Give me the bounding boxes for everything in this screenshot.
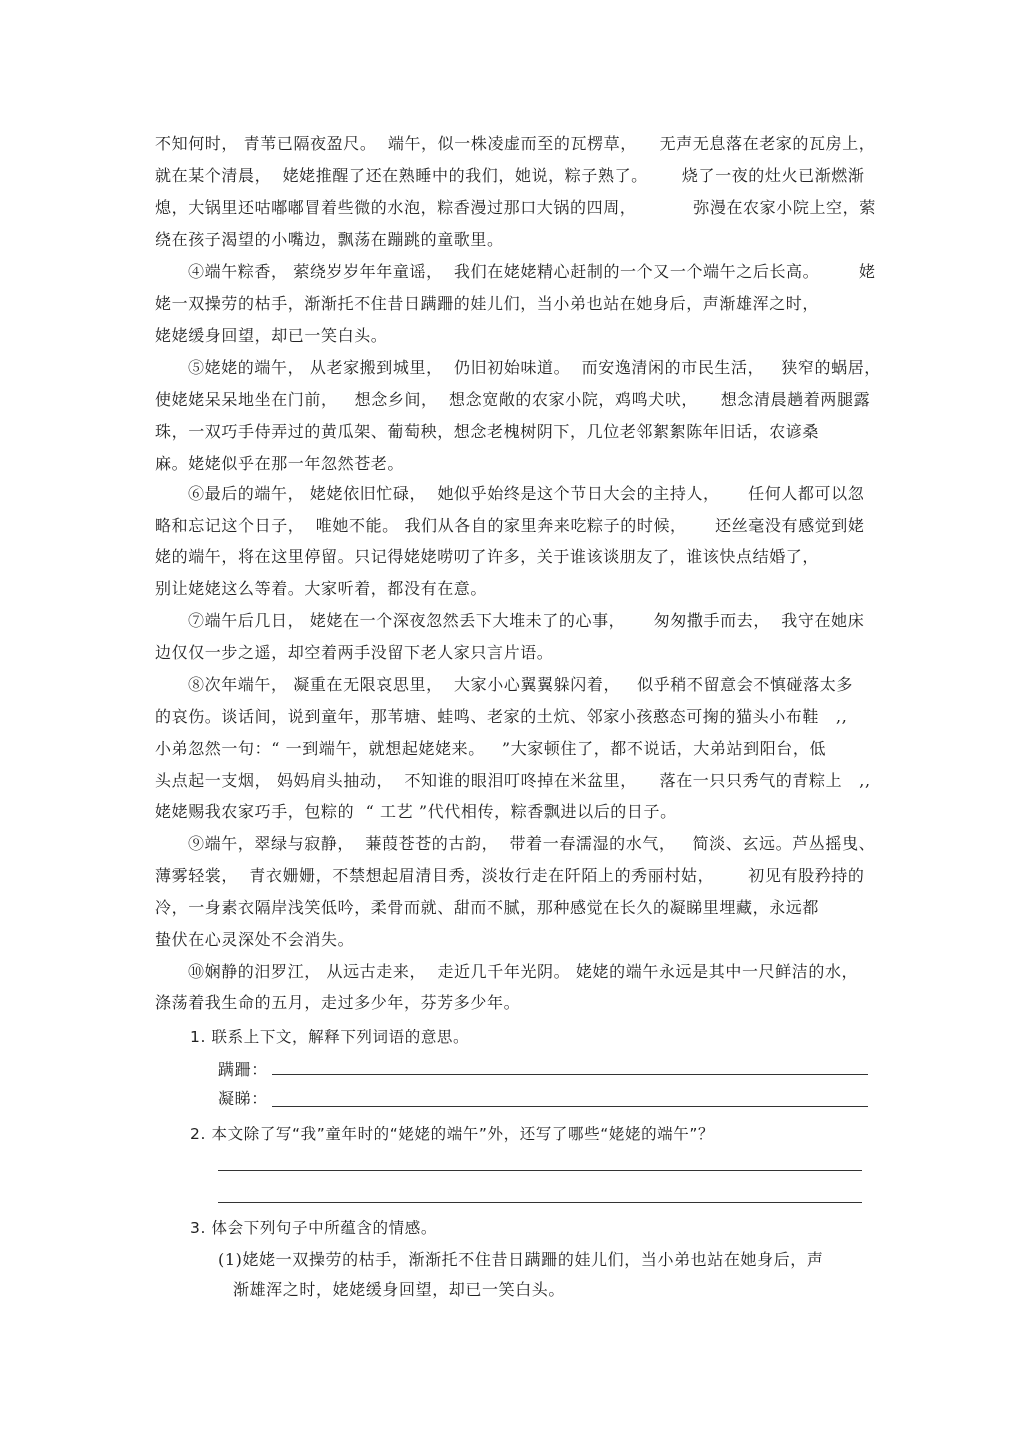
passage-line: 姥姥缓身回望，却已一笑白头。: [155, 326, 388, 345]
paragraph-10-start: ⑩娴静的汨罗江， 从远古走来， 走近几千年光阴。 姥姥的端午永远是其中一尺鲜洁的水，: [188, 962, 859, 981]
passage-line: 使姥姥呆呆地坐在门前， 想念乡间， 想念宽敞的农家小院，鸡鸣犬吠， 想念清晨趟着两腿露: [155, 390, 871, 409]
passage-line: 姥一双操劳的枯手，渐渐托不住昔日蹒跚的娃儿们，当小弟也站在她身后，声渐雄浑之时，: [155, 294, 820, 313]
question-2: 2. 本文除了写“我”童年时的“姥姥的端午”外，还写了哪些“姥姥的端午”？: [190, 1125, 715, 1143]
passage-line: 略和忘记这个日子， 唯她不能。 我们从各自的家里奔来吃粽子的时候， 还丝毫没有感觉到姥: [155, 516, 865, 535]
passage-line: 薄雾轻裳， 青衣姗姗，不禁想起眉清目秀，淡妆行走在阡陌上的秀丽村姑， 初见有股矜持的: [155, 866, 865, 885]
paragraph-8-start: ⑧次年端午， 凝重在无限哀思里， 大家小心翼翼躲闪着， 似乎稍不留意会不慎碰落太多: [188, 675, 853, 694]
passage-line: 珠，一双巧手侍弄过的黄瓜架、葡萄秧，想念老槐树阴下，几位老邻絮絮陈年旧话，农谚桑: [155, 422, 820, 441]
passage-line: 麻。姥姥似乎在那一年忽然苍老。: [155, 454, 405, 473]
answer-blank-3[interactable]: [218, 1170, 862, 1171]
passage-line: 小弟忽然一句：“ 一到端午，就想起姥姥来。 ”大家顿住了，都不说话，大弟站到阳台，低: [155, 739, 827, 758]
passage-line: 熄，大锅里还咕嘟嘟冒着些微的水泡，粽香漫过那口大锅的四周， 弥漫在农家小院上空，萦: [155, 198, 876, 217]
passage-line: 姥的端午，将在这里停留。只记得姥姥唠叨了许多，关于谁该谈朋友了，谁该快点结婚了，: [155, 547, 820, 566]
paragraph-6-start: ⑥最后的端午， 姥姥依旧忙碌， 她似乎始终是这个节日大会的主持人， 任何人都可以忽: [188, 484, 865, 503]
word-label-1: 蹒跚：: [218, 1060, 268, 1079]
question-1: 1. 联系上下文，解释下列词语的意思。: [190, 1028, 470, 1046]
paragraph-4-start: ④端午粽香， 萦绕岁岁年年童谣， 我们在姥姥精心赶制的一个又一个端午之后长高。 姥: [188, 262, 876, 281]
passage-line: 头点起一支烟， 妈妈肩头抽动， 不知谁的眼泪叮咚掉在米盆里， 落在一只只秀气的青粽上 ,,: [155, 771, 871, 790]
question-3: 3. 体会下列句子中所蕴含的情感。: [190, 1219, 437, 1237]
passage-line: 就在某个清晨， 姥姥推醒了还在熟睡中的我们，她说，粽子熟了。 烧了一夜的灶火已渐燃渐: [155, 166, 865, 185]
passage-line: 蛰伏在心灵深处不会消失。: [155, 930, 355, 949]
passage-line: 冷，一身素衣隔岸浅笑低吟，柔骨而就、甜而不腻，那种感觉在长久的凝睇里埋藏，永远都: [155, 898, 820, 917]
passage-line: 的哀伤。谈话间，说到童年，那苇塘、蛙鸣、老家的土炕、邻家小孩憨态可掬的猫头小布鞋 ,,: [155, 707, 848, 726]
passage-line: 不知何时， 青苇已隔夜盈尺。 端午，似一株凌虚而至的瓦楞草， 无声无息落在老家的瓦房上，: [155, 134, 876, 153]
passage-line: 别让姥姥这么等着。大家听着，都没有在意。: [155, 579, 488, 598]
paragraph-7-start: ⑦端午后几日， 姥姥在一个深夜忽然丢下大堆未了的心事， 匆匆撒手而去， 我守在她床: [188, 611, 865, 630]
word-label-2: 凝睇：: [218, 1089, 268, 1108]
passage-line: 绕在孩子渴望的小嘴边，飘荡在蹦跳的童歌里。: [155, 230, 504, 249]
passage-line: 涤荡着我生命的五月，走过多少年，芬芳多少年。: [155, 993, 521, 1012]
answer-blank-4[interactable]: [218, 1202, 862, 1203]
passage-line: 边仅仅一步之遥，却空着两手没留下老人家只言片语。: [155, 643, 554, 662]
passage-line: 姥姥赐我农家巧手，包粽的 “ 工艺 ”代代相传，粽香飘进以后的日子。: [155, 802, 677, 821]
question-3-sub-1-cont: 渐雄浑之时，姥姥缓身回望，却已一笑白头。: [233, 1280, 566, 1299]
answer-blank-1[interactable]: [272, 1074, 868, 1075]
paragraph-5-start: ⑤姥姥的端午， 从老家搬到城里， 仍旧初始味道。 而安逸清闲的市民生活， 狭窄的蜗居，: [188, 358, 881, 377]
question-3-sub-1: (1)姥姥一双操劳的枯手，渐渐托不住昔日蹒跚的娃儿们，当小弟也站在她身后，声: [218, 1250, 824, 1269]
answer-blank-2[interactable]: [272, 1106, 868, 1107]
paragraph-9-start: ⑨端午，翠绿与寂静， 蒹葭苍苍的古韵， 带着一春濡湿的水气， 简淡、玄远。芦丛摇曳、: [188, 834, 876, 853]
